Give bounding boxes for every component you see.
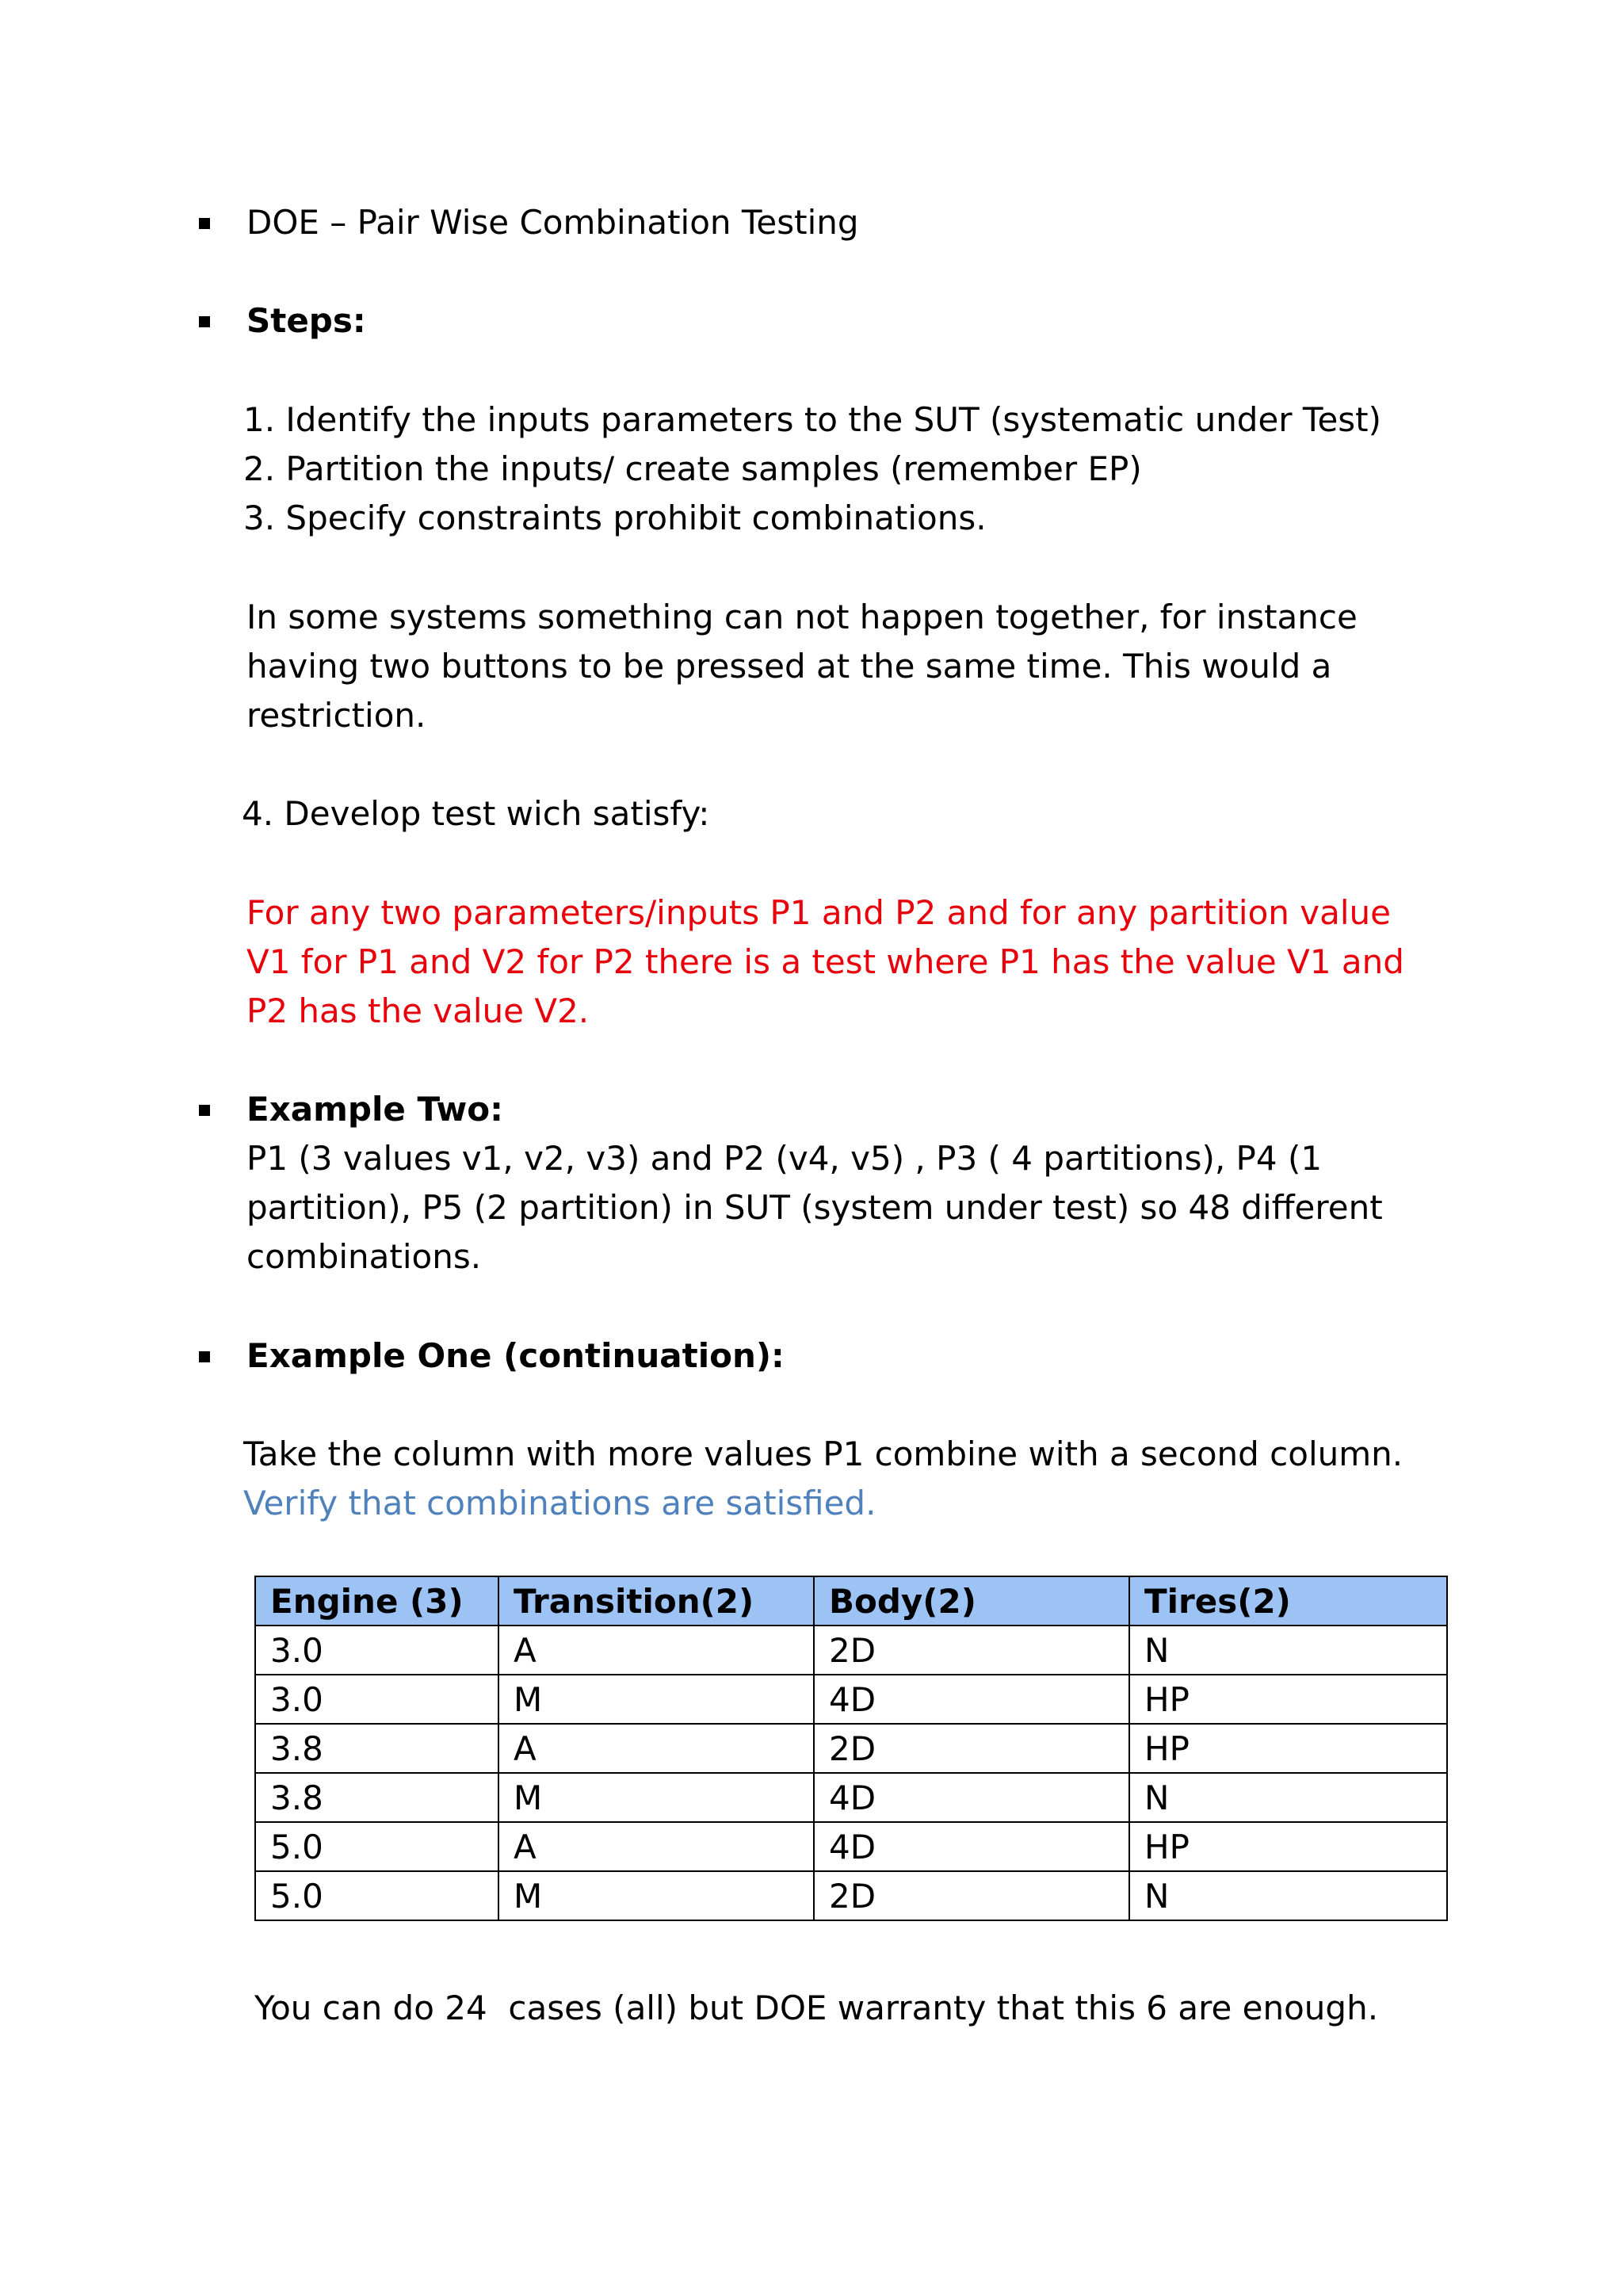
body-cell: 2D: [814, 1626, 1129, 1675]
square-bullet-icon: [199, 1105, 210, 1116]
verify-note: Verify that combinations are satisfied.: [243, 1484, 876, 1522]
tires-cell: N: [1129, 1871, 1447, 1920]
transition-cell: A: [498, 1626, 814, 1675]
pairwise-rule-line-3: P2 has the value V2.: [246, 991, 590, 1030]
column-header-engine: Engine (3): [255, 1576, 498, 1626]
transition-cell: A: [498, 1724, 814, 1773]
table-row: [255, 1724, 1447, 1773]
constraint-note-line-3: restriction.: [246, 696, 426, 735]
constraint-note-line-2: having two buttons to be pressed at the same time. This would a: [246, 647, 1332, 686]
tires-cell: HP: [1129, 1724, 1447, 1773]
pairwise-rule-line-1: For any two parameters/inputs P1 and P2 and for any partition value: [246, 893, 1391, 932]
body-cell: 4D: [814, 1773, 1129, 1822]
tires-cell: N: [1129, 1773, 1447, 1822]
pairwise-rule-line-2: V1 for P1 and V2 for P2 there is a test where P1 has the value V1 and: [246, 942, 1404, 981]
column-header-tires: Tires(2): [1129, 1576, 1447, 1626]
transition-cell: M: [498, 1675, 814, 1724]
engine-cell: 3.0: [255, 1675, 498, 1724]
tires-cell: N: [1129, 1626, 1447, 1675]
example-two-line-1: P1 (3 values v1, v2, v3) and P2 (v4, v5) , P3 ( 4 partitions), P4 (1: [246, 1139, 1323, 1178]
table-row: [255, 1871, 1447, 1920]
engine-cell: 3.8: [255, 1724, 498, 1773]
example-one-heading: Example One (continuation):: [246, 1336, 785, 1375]
step-item-1: 1. Identify the inputs parameters to the SUT (systematic under Test): [243, 400, 1382, 439]
combination-table: [254, 1576, 1448, 1921]
body-cell: 2D: [814, 1724, 1129, 1773]
table-row: [255, 1675, 1447, 1724]
engine-cell: 5.0: [255, 1822, 498, 1871]
steps-heading: Steps:: [246, 301, 366, 340]
column-header-body: Body(2): [814, 1576, 1129, 1626]
table-row: [255, 1773, 1447, 1822]
body-cell: 4D: [814, 1675, 1129, 1724]
square-bullet-icon: [199, 218, 210, 229]
step-item-3: 3. Specify constraints prohibit combinations.: [243, 499, 987, 537]
conclusion-text: You can do 24 cases (all) but DOE warranty that this 6 are enough.: [254, 1988, 1379, 2027]
step-item-4: 4. Develop test wich satisfy:: [242, 794, 710, 833]
constraint-note-line-1: In some systems something can not happen together, for instance: [246, 598, 1358, 636]
table-header-row: [255, 1576, 1447, 1626]
example-one-instruction: Take the column with more values P1 combine with a second column.: [243, 1435, 1403, 1473]
transition-cell: A: [498, 1822, 814, 1871]
doe-title: DOE – Pair Wise Combination Testing: [246, 203, 859, 242]
step-item-2: 2. Partition the inputs/ create samples (remember EP): [243, 449, 1142, 488]
transition-cell: M: [498, 1871, 814, 1920]
example-two-line-3: combinations.: [246, 1237, 482, 1276]
tires-cell: HP: [1129, 1675, 1447, 1724]
square-bullet-icon: [199, 1351, 210, 1362]
body-cell: 4D: [814, 1822, 1129, 1871]
transition-cell: M: [498, 1773, 814, 1822]
example-two-heading: Example Two:: [246, 1090, 503, 1129]
example-two-line-2: partition), P5 (2 partition) in SUT (system under test) so 48 different: [246, 1188, 1383, 1227]
tires-cell: HP: [1129, 1822, 1447, 1871]
engine-cell: 3.8: [255, 1773, 498, 1822]
body-cell: 2D: [814, 1871, 1129, 1920]
table-row: [255, 1822, 1447, 1871]
column-header-transition: Transition(2): [498, 1576, 814, 1626]
engine-cell: 3.0: [255, 1626, 498, 1675]
table-row: [255, 1626, 1447, 1675]
square-bullet-icon: [199, 316, 210, 327]
engine-cell: 5.0: [255, 1871, 498, 1920]
